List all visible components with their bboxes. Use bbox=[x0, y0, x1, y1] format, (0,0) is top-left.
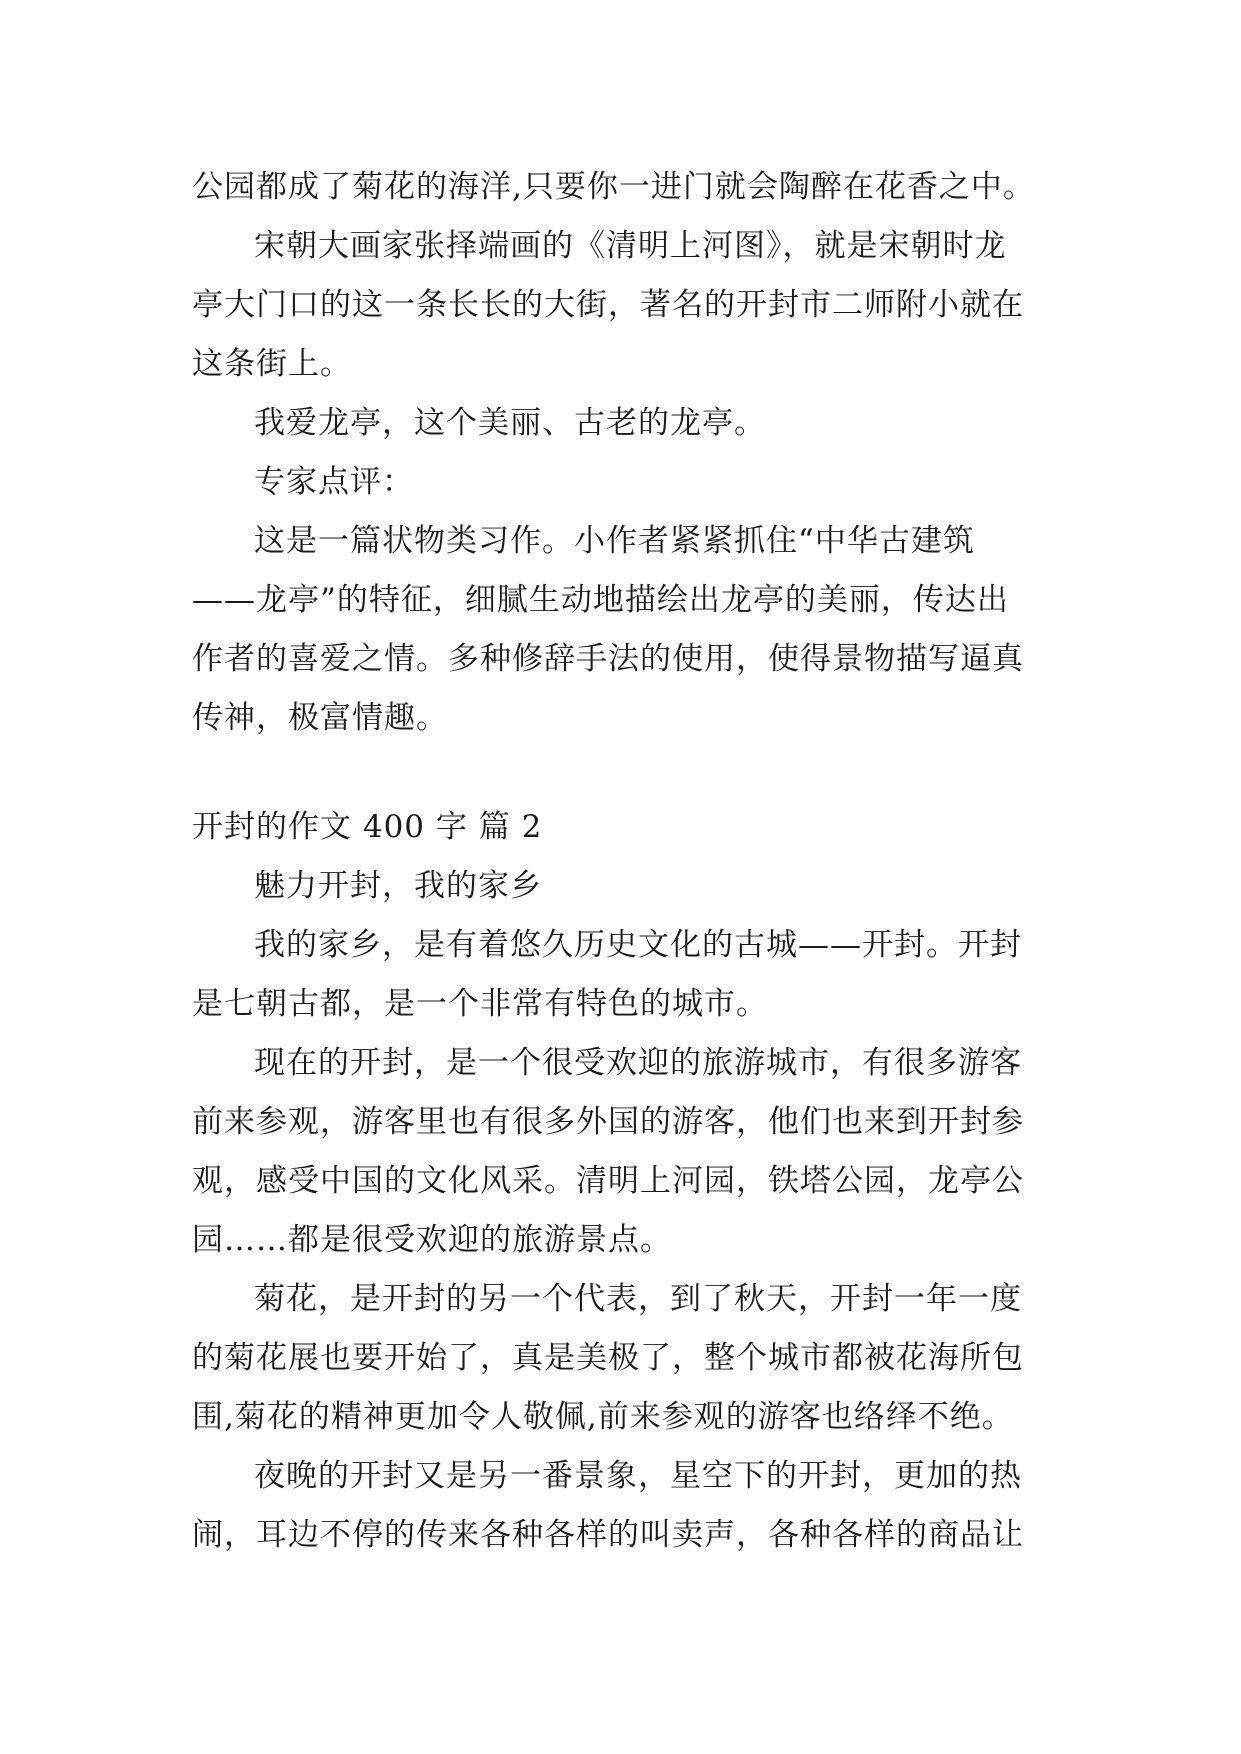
paragraph-line: 魅力开封，我的家乡 bbox=[254, 868, 542, 904]
section-heading: 开封的作文 400 字 篇 2 bbox=[192, 809, 543, 845]
paragraph-line: 作者的喜爱之情。多种修辞手法的使用，使得景物描写逼真 bbox=[192, 641, 1024, 677]
paragraph-line: 围,菊花的精神更加令人敬佩,前来参观的游客也络绎不绝。 bbox=[192, 1399, 1014, 1435]
paragraph-line: 夜晚的开封又是另一番景象，星空下的开封，更加的热 bbox=[254, 1458, 1022, 1494]
paragraph-line: 是七朝古都，是一个非常有特色的城市。 bbox=[192, 986, 768, 1022]
paragraph-line: 我爱龙亭，这个美丽、古老的龙亭。 bbox=[254, 405, 766, 441]
paragraph-line: 菊花，是开封的另一个代表，到了秋天，开封一年一度 bbox=[254, 1281, 1022, 1317]
paragraph-line: 园……都是很受欢迎的旅游景点。 bbox=[192, 1222, 672, 1258]
paragraph-line: 传神，极富情趣。 bbox=[192, 700, 448, 736]
paragraph-line: ——龙亭”的特征，细腻生动地描绘出龙亭的美丽，传达出 bbox=[192, 582, 1009, 618]
paragraph-line: 宋朝大画家张择端画的《清明上河图》，就是宋朝时龙 bbox=[254, 228, 1007, 264]
paragraph-line: 现在的开封，是一个很受欢迎的旅游城市，有很多游客 bbox=[254, 1045, 1022, 1081]
paragraph-line: 前来参观，游客里也有很多外国的游客，他们也来到开封参 bbox=[192, 1104, 1024, 1140]
paragraph-line: 这条街上。 bbox=[192, 346, 352, 382]
paragraph-line: 我的家乡，是有着悠久历史文化的古城——开封。开封 bbox=[254, 927, 1022, 963]
paragraph-line: 闹，耳边不停的传来各种各样的叫卖声，各种各样的商品让 bbox=[192, 1517, 1024, 1553]
paragraph-line: 专家点评： bbox=[254, 464, 414, 500]
paragraph-line: 的菊花展也要开始了，真是美极了，整个城市都被花海所包 bbox=[192, 1340, 1024, 1376]
paragraph-line: 观，感受中国的文化风采。清明上河园，铁塔公园，龙亭公 bbox=[192, 1163, 1024, 1199]
paragraph-line: 这是一篇状物类习作。小作者紧紧抓住“中华古建筑 bbox=[254, 523, 975, 559]
paragraph-line: 公园都成了菊花的海洋,只要你一进门就会陶醉在花香之中。 bbox=[192, 169, 1035, 205]
paragraph-line: 亭大门口的这一条长长的大街，著名的开封市二师附小就在 bbox=[192, 287, 1024, 323]
